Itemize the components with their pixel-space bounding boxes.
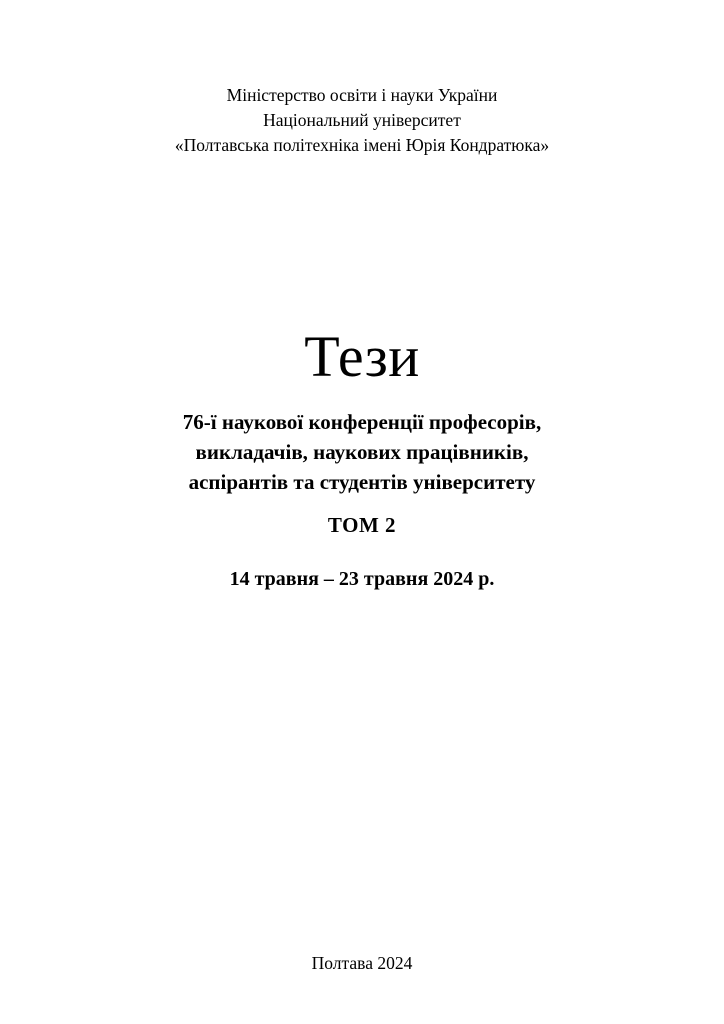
conference-dates: 14 травня – 23 травня 2024 р. <box>229 568 495 590</box>
volume-label: ТОМ 2 <box>327 513 397 537</box>
subtitle-line-3: аспірантів та студентів університету <box>188 470 536 494</box>
university-line: Національний університет <box>263 110 461 130</box>
imprint-footer: Полтава 2024 <box>311 953 413 973</box>
university-name-line: «Полтавська політехніка імені Юрія Кондратюка» <box>174 135 550 155</box>
subtitle-line-2: викладачів, наукових працівників, <box>195 440 529 464</box>
publisher-header <box>0 83 724 158</box>
subtitle-line-1: 76-ї наукової конференції професорів, <box>182 410 542 434</box>
page-title: Тези <box>304 324 420 389</box>
ministry-line: Міністерство освіти і науки України <box>226 85 498 105</box>
conference-subtitle <box>0 407 724 497</box>
